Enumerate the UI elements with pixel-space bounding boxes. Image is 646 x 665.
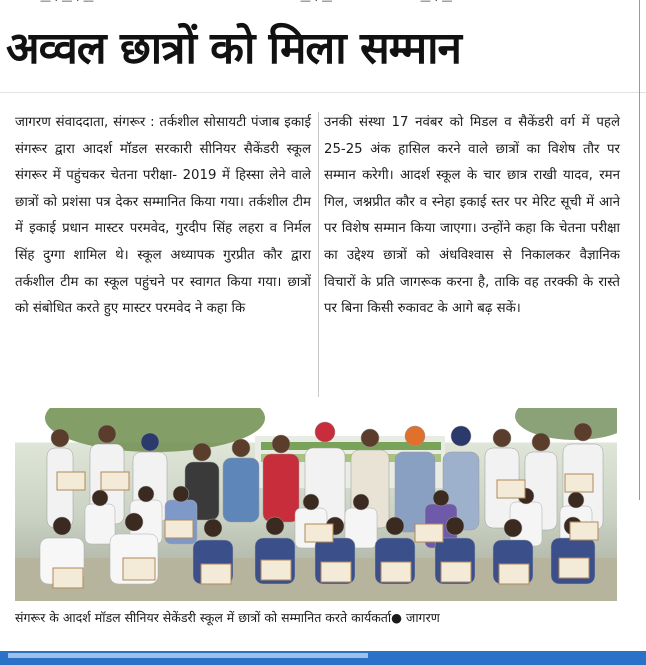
- group-photo-illustration: [15, 408, 617, 601]
- column-divider: [318, 112, 319, 397]
- column-rule-top: [0, 92, 646, 93]
- next-article-bar: [0, 651, 646, 665]
- article-body-left: जागरण संवाददाता, संगरूर : तर्कशील सोसायटी पंजाब इकाई संगरूर द्वारा आदर्श मॉडल सरकारी सीनियर सैकेंडरी स्कूल संगरूर में पहुंचकर चेतना परीक्षा- 2019 में हिस्सा लेने वाले छात्रों को प्रशंसा पत्र देकर सम्मानित किया गया। तर्कशील टीम में इकाई प्रधान मास्टर परमवेद, गुरदीप सिंह लहरा व निर्मल सिंह दुग्गा शामिल थे। स्कूल अध्यापक गुरप्रीत कौर द्वारा तर्कशील टीम का स्कूल पहुंचने पर स्वागत किया गया। छात्रों को संबोधित करते हुए मास्टर परमवेद ने कहा कि: [15, 115, 311, 317]
- article-headline: अव्वल छात्रों को मिला सम्मान: [6, 23, 461, 74]
- photo-caption: संगरूर के आदर्श मॉडल सीनियर सेकेंडरी स्कूल में छात्रों को सम्मानित करते कार्यकर्ता● जागरण: [15, 610, 440, 625]
- article-body-right: उनकी संस्था 17 नवंबर को मिडल व सैकेंडरी वर्ग में पहले 25-25 अंक हासिल करने वाले छात्रों का विशेष तौर पर सम्मान करेगी। आदर्श स्कूल के चार छात्र राखी यादव, रमन गिल, जश्नप्रीत कौर व स्नेहा इकाई स्तर पर मेरिट सूची में आने पर विशेष सम्मान किया जाएगा। उन्होंने कहा कि चेतना परीक्षा का उद्देश्य छात्रों को अंधविश्वास से निकालकर वैज्ञानिक विचारों के प्रति जागरूक करना है, ताकि वह तरक्की के रास्ते पर बिना किसी रुकावट के आगे बढ़ सकें।: [324, 115, 620, 317]
- tree-right: [515, 408, 617, 440]
- article-column-left: [15, 110, 311, 323]
- previous-article-strip: — · — · — — · — — · —: [40, 0, 453, 7]
- article-column-right: [324, 110, 620, 323]
- news-photo: [15, 408, 617, 601]
- right-margin-rule: [639, 0, 640, 500]
